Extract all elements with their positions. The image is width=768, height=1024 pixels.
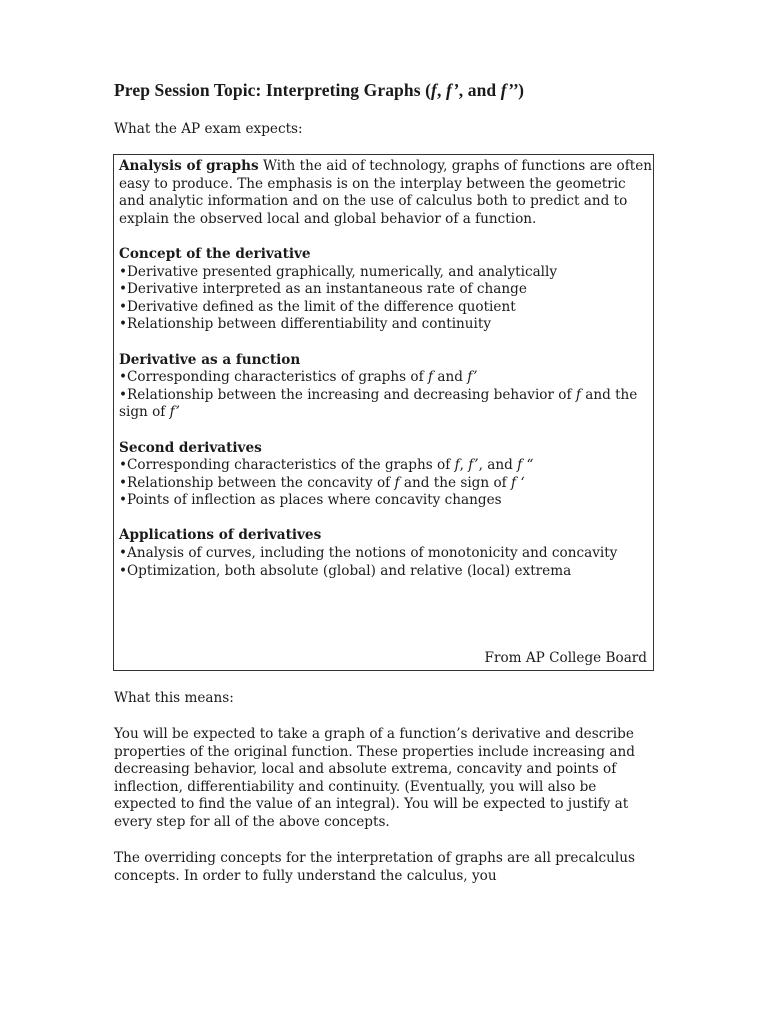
list-item: • Relationship between the concavity of f and the sign of f ‘: [119, 475, 652, 493]
second-heading: Second derivatives: [119, 439, 262, 456]
title-suffix: ): [518, 80, 525, 100]
means-label: What this means:: [114, 690, 234, 706]
function-section: [119, 352, 652, 422]
list-item: • Optimization, both absolute (global) and relative (local) extrema: [119, 563, 652, 581]
overriding-paragraph: The overriding concepts for the interpretation of graphs are all precalculus concepts. In order to fully understand the calculus, you: [114, 850, 635, 884]
list-item: • Derivative interpreted as an instantaneous rate of change: [119, 281, 652, 299]
list-item: • Derivative presented graphically, numerically, and analytically: [119, 264, 652, 282]
concept-section: [119, 246, 652, 334]
curriculum-box: [113, 154, 654, 671]
intro-text: What the AP exam expects:: [114, 121, 303, 137]
list-item: • Corresponding characteristics of the graphs of f, f’, and f “: [119, 457, 652, 475]
list-item: • Corresponding characteristics of graphs of f and f’: [119, 369, 652, 387]
list-item: • Relationship between differentiability and continuity: [119, 316, 652, 334]
analysis-section: [119, 158, 652, 228]
apps-heading: Applications of derivatives: [119, 527, 322, 544]
title-sep: , and: [458, 80, 501, 100]
title-sep: ,: [436, 80, 446, 100]
means-paragraph: You will be expected to take a graph of a function’s derivative and describe properties of the original function. These properties include increasing and decreasing behavior, local and absolute extrema, concavity and points of inflection, differentiability and continuity. (Eventually, you will also be expected to find the value of an integral). You will be expected to justify at every step for all of the above concepts.: [114, 726, 635, 830]
analysis-heading: Analysis of graphs: [119, 158, 259, 174]
analysis-text: With the aid of technology, graphs of functions are often easy to produce. The emphasis is on the interplay between the geometric and analytic information and on the use of calculus both to predict and to explain the observed local and global behavior of a function.: [119, 158, 653, 227]
title-f: f: [431, 80, 437, 100]
apps-section: [119, 527, 652, 580]
title-prefix: Prep Session Topic: Interpreting Graphs (: [114, 80, 432, 100]
title-f-prime: f’: [445, 80, 459, 100]
list-item: • Relationship between the increasing and decreasing behavior of f and the sign of f’: [119, 387, 652, 422]
second-section: [119, 440, 652, 510]
list-item: • Analysis of curves, including the notions of monotonicity and concavity: [119, 545, 652, 563]
page-title: [114, 80, 674, 101]
concept-heading: Concept of the derivative: [119, 245, 311, 262]
source-credit: From AP College Board: [484, 650, 647, 667]
list-item: • Derivative defined as the limit of the difference quotient: [119, 299, 652, 317]
function-heading: Derivative as a function: [119, 351, 301, 368]
list-item: • Points of inflection as places where concavity changes: [119, 492, 652, 510]
title-f-double-prime: f’’: [500, 80, 519, 100]
